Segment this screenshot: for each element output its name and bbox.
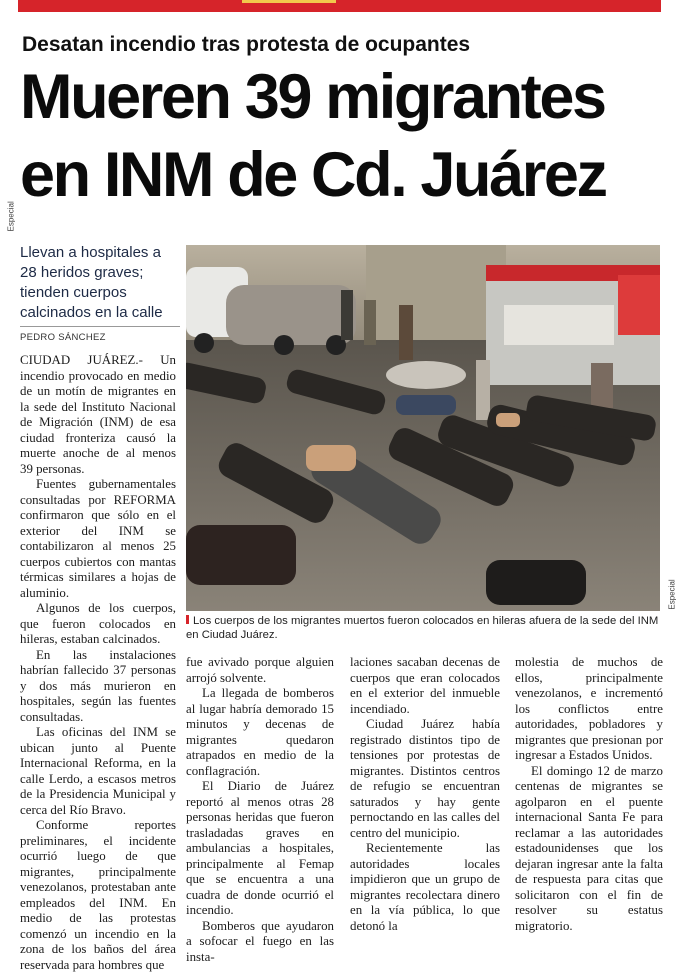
body-column-1 [20, 353, 176, 973]
body-paragraph: Ciudad Juárez había registrado distintos tipo de tensiones por protestas de migrantes. Distintos centros de refugio se encuentran saturados y hay gente pernoctando en las calles del centro del municipio. [350, 717, 500, 840]
top-color-bar [18, 0, 661, 12]
body-column-2 [186, 655, 334, 965]
body-column-4 [515, 655, 663, 934]
caption-text: Los cuerpos de los migrantes muertos fueron colocados en hileras afuera de la sede del INM en Ciudad Juárez. [186, 615, 659, 641]
headline-line-2: en INM de Cd. Juárez [20, 140, 606, 211]
body-paragraph: El domingo 12 de marzo centenas de migrantes se agolparon en el puente internacional Santa Fe para reclamar a las autoridades estadounidenses que los dejaran ingresar ante la falta de respuesta para citas que solicitaron con el fin de resolver su estatus migratorio. [515, 763, 663, 933]
caption-marker [186, 615, 189, 624]
body-paragraph: molestia de muchos de ellos, principalmente venezolanos, e incrementó los conflictos entre autoridades, pobladores y migrantes que presionan por ingresar a Estados Unidos. [515, 655, 663, 762]
body-paragraph: Algunos de los cuerpos, que fueron colocados en hileras, estaban calcinados. [20, 601, 176, 646]
body-paragraph: Conforme reportes preliminares, el incidente ocurrió luego de que migrantes, principalmente venezolanos, protestaban ante empleados del INM. En medio de las protestas comenzó un incendio en la zona de los baños del área reservada para hombres que [20, 818, 176, 972]
byline-divider [20, 326, 180, 327]
body-paragraph: Recientemente las autoridades locales impidieron que un grupo de migrantes recolectara dinero en la vía pública, lo que detonó la [350, 841, 500, 933]
photo-illustration [186, 245, 660, 611]
body-paragraph: laciones sacaban decenas de cuerpos que eran colocados en el exterior del inmueble incendiado. [350, 655, 500, 716]
headline [20, 58, 670, 214]
byline: PEDRO SÁNCHEZ [20, 332, 106, 343]
photo-credit: Especial [667, 579, 677, 610]
body-paragraph: Las oficinas del INM se ubican junto al Puente Internacional Reforma, en la calle Lerdo, a escasos metros de la Presidencia Municipal y cerca del Río Bravo. [20, 725, 176, 817]
top-bar-accent [242, 0, 336, 3]
body-paragraph: Fuentes gubernamentales consultadas por REFORMA confirmaron que sólo en el exterior del INM se contabilizaron al menos 25 cuerpos cubiertos con mantas térmicas similares a hojas de aluminio. [20, 477, 176, 600]
body-paragraph: La llegada de bomberos al lugar habría demorado 15 minutos y decenas de migrantes quedaron atrapados en medio de la conflagración. [186, 686, 334, 778]
body-column-3 [350, 655, 500, 934]
body-paragraph: Bomberos que ayudaron a sofocar el fuego en las insta- [186, 918, 334, 964]
photo-caption [186, 614, 664, 642]
body-paragraph: En las instalaciones habrían fallecido 37 personas y dos más murieron en hospitales, según las fuentes consultadas. [20, 647, 176, 724]
body-paragraph: El Diario de Juárez reportó al menos otras 28 personas heridas que fueron trasladadas graves en ambulancias a hospitales, principalmente al Femap que se encuentra a una cuadra de donde ocurrió el incendio. [186, 779, 334, 917]
subhead: Llevan a hospitales a 28 heridos graves; tienden cuerpos calcinados en la calle [20, 244, 163, 321]
side-credit: Especial [6, 201, 16, 232]
news-photo [186, 245, 660, 611]
body-paragraph: CIUDAD JUÁREZ.- Un incendio provocado en medio de un motín de migrantes en la sede del Instituto Nacional de Migración (INM) de esa ciudad fronteriza causó la muerte anoche de al menos 39 personas. [20, 353, 176, 476]
body-paragraph: fue avivado porque alguien arrojó solvente. [186, 655, 334, 685]
headline-line-1: Mueren 39 migrantes [20, 62, 605, 132]
kicker: Desatan incendio tras protesta de ocupantes [22, 33, 471, 56]
